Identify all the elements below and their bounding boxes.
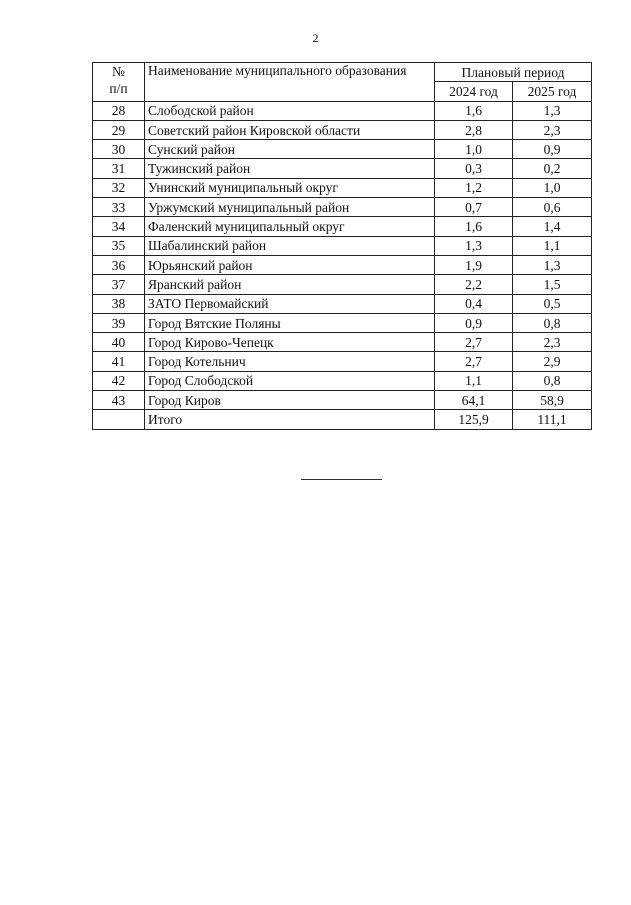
row-value-2024: 1,6	[435, 101, 513, 120]
row-number: 36	[93, 255, 145, 274]
row-number	[93, 410, 145, 429]
row-name: Юрьянский район	[145, 255, 435, 274]
row-value-2024: 1,0	[435, 140, 513, 159]
row-value-2025: 2,3	[513, 333, 592, 352]
row-name: ЗАТО Первомайский	[145, 294, 435, 313]
row-name: Город Киров	[145, 391, 435, 410]
row-name: Город Вятские Поляны	[145, 313, 435, 332]
table-row	[93, 352, 592, 371]
row-value-2025: 1,0	[513, 178, 592, 197]
row-value-2024: 1,2	[435, 178, 513, 197]
header-number	[93, 63, 145, 102]
row-value-2025: 1,3	[513, 255, 592, 274]
row-value-2025: 1,4	[513, 217, 592, 236]
row-name: Город Котельнич	[145, 352, 435, 371]
row-value-2024: 2,2	[435, 275, 513, 294]
row-number: 40	[93, 333, 145, 352]
table-row	[93, 101, 592, 120]
row-value-2025: 0,9	[513, 140, 592, 159]
row-value-2024: 1,9	[435, 255, 513, 274]
row-value-2024: 125,9	[435, 410, 513, 429]
row-number: 37	[93, 275, 145, 294]
row-name: Унинский муниципальный округ	[145, 178, 435, 197]
table-row	[93, 140, 592, 159]
row-value-2024: 0,9	[435, 313, 513, 332]
row-number: 42	[93, 371, 145, 390]
row-value-2025: 2,9	[513, 352, 592, 371]
row-value-2025: 0,6	[513, 198, 592, 217]
row-value-2025: 1,5	[513, 275, 592, 294]
header-number-line1: №	[112, 64, 125, 79]
table-row	[93, 275, 592, 294]
row-number: 31	[93, 159, 145, 178]
table-row	[93, 333, 592, 352]
header-year-2025: 2025 год	[513, 82, 592, 101]
header-number-line2: п/п	[109, 81, 128, 96]
separator-line	[301, 479, 382, 480]
row-value-2024: 0,4	[435, 294, 513, 313]
row-value-2024: 2,8	[435, 120, 513, 139]
row-value-2025: 2,3	[513, 120, 592, 139]
row-value-2025: 0,5	[513, 294, 592, 313]
row-number: 28	[93, 101, 145, 120]
row-value-2025: 58,9	[513, 391, 592, 410]
row-number: 39	[93, 313, 145, 332]
row-value-2024: 1,3	[435, 236, 513, 255]
table-row	[93, 371, 592, 390]
row-value-2025: 111,1	[513, 410, 592, 429]
row-value-2024: 0,3	[435, 159, 513, 178]
row-number: 32	[93, 178, 145, 197]
table-body	[93, 101, 592, 429]
row-value-2024: 64,1	[435, 391, 513, 410]
table-total-row	[93, 410, 592, 429]
row-name: Фаленский муниципальный округ	[145, 217, 435, 236]
table-header-row	[93, 63, 592, 82]
table-row	[93, 236, 592, 255]
row-name: Слободской район	[145, 101, 435, 120]
row-number: 43	[93, 391, 145, 410]
row-value-2025: 1,1	[513, 236, 592, 255]
page-number: 2	[312, 31, 319, 45]
header-period: Плановый период	[435, 63, 592, 82]
table-row	[93, 255, 592, 274]
row-value-2024: 0,7	[435, 198, 513, 217]
header-name: Наименование муниципального образования	[145, 63, 435, 102]
row-number: 38	[93, 294, 145, 313]
row-number: 30	[93, 140, 145, 159]
row-name: Сунский район	[145, 140, 435, 159]
row-name: Советский район Кировской области	[145, 120, 435, 139]
table-row	[93, 391, 592, 410]
row-number: 29	[93, 120, 145, 139]
table-row	[93, 294, 592, 313]
row-name: Итого	[145, 410, 435, 429]
table-row	[93, 217, 592, 236]
row-name: Город Слободской	[145, 371, 435, 390]
row-value-2025: 1,3	[513, 101, 592, 120]
row-number: 35	[93, 236, 145, 255]
row-value-2025: 0,2	[513, 159, 592, 178]
row-name: Яранский район	[145, 275, 435, 294]
table-row	[93, 198, 592, 217]
row-number: 34	[93, 217, 145, 236]
row-name: Тужинский район	[145, 159, 435, 178]
budget-table	[92, 62, 592, 430]
table-row	[93, 178, 592, 197]
row-name: Шабалинский район	[145, 236, 435, 255]
row-value-2024: 2,7	[435, 352, 513, 371]
row-value-2024: 2,7	[435, 333, 513, 352]
row-name: Город Кирово-Чепецк	[145, 333, 435, 352]
row-value-2024: 1,6	[435, 217, 513, 236]
row-value-2025: 0,8	[513, 371, 592, 390]
row-number: 33	[93, 198, 145, 217]
header-year-2024: 2024 год	[435, 82, 513, 101]
table-row	[93, 120, 592, 139]
table-row	[93, 313, 592, 332]
row-number: 41	[93, 352, 145, 371]
row-name: Уржумский муниципальный район	[145, 198, 435, 217]
table-row	[93, 159, 592, 178]
row-value-2025: 0,8	[513, 313, 592, 332]
row-value-2024: 1,1	[435, 371, 513, 390]
